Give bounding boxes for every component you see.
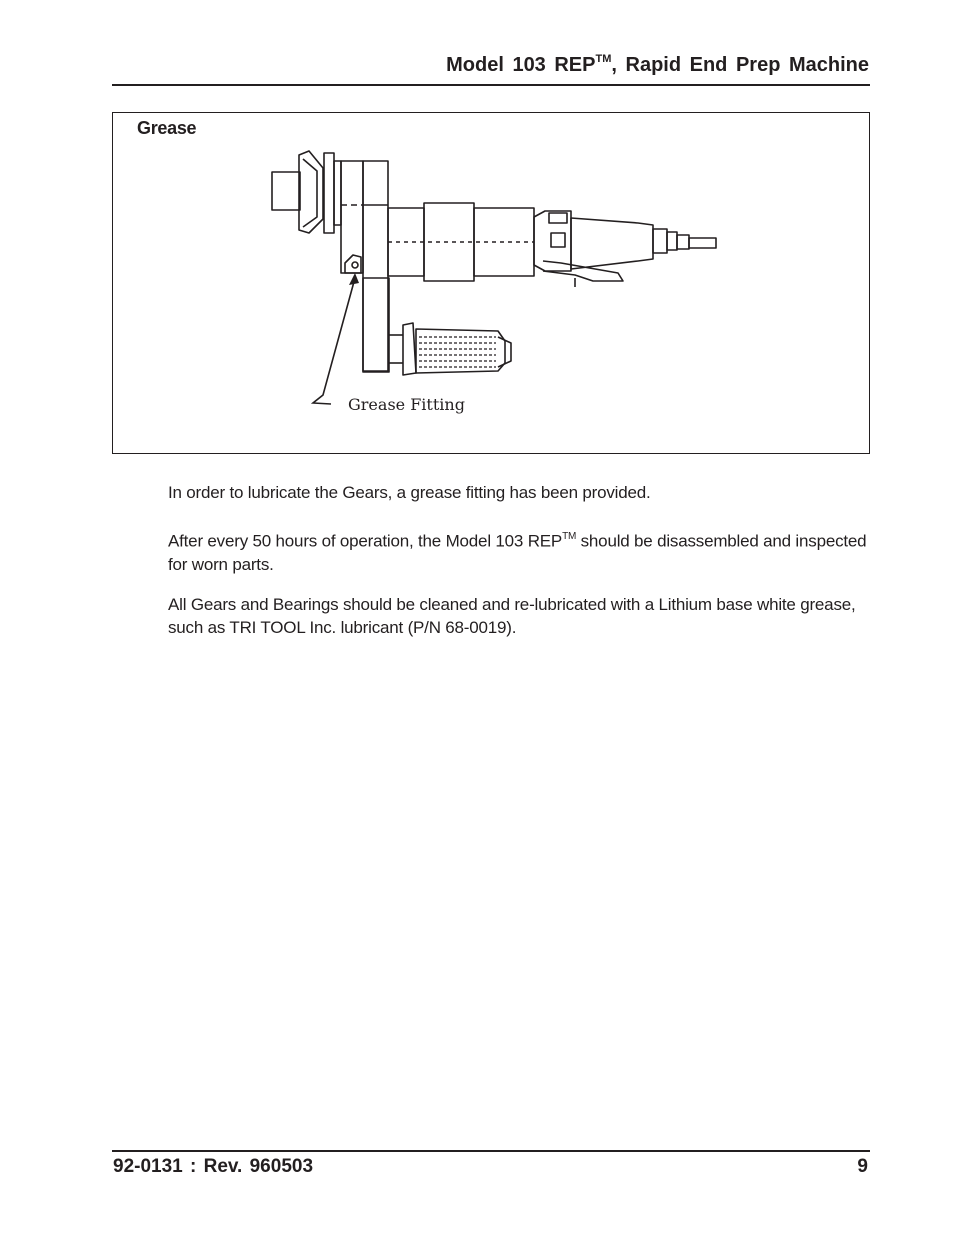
- paragraph-1: In order to lubricate the Gears, a grease fitting has been provided.: [168, 483, 651, 502]
- figure-caption: Grease: [137, 118, 197, 138]
- footer-rule: [112, 1150, 870, 1152]
- footer-document-number: 92-0131 : Rev. 960503: [113, 1156, 314, 1177]
- handle-grip: [571, 218, 653, 269]
- paragraph-2-prefix: After every 50 hours of operation, the Model 103 REP: [168, 531, 563, 551]
- header-trademark: TM: [595, 53, 612, 66]
- paragraph-2: [168, 526, 868, 576]
- machine-illustration: [113, 113, 869, 453]
- air-inlet-fitting: [653, 229, 667, 253]
- header-rule: [112, 84, 870, 86]
- housing-arm: [363, 161, 388, 371]
- paragraph-3: All Gears and Bearings should be cleaned and re-lubricated with a Lithium base white grease, such as TRI TOOL Inc. lubricant (P/N 68-0019).: [168, 595, 856, 637]
- figure-box: [112, 112, 870, 454]
- grip-texture: [419, 337, 496, 367]
- paragraph-2-suffix: should be disassembled and inspected for worn parts.: [168, 531, 867, 574]
- clamp-block: [272, 172, 300, 210]
- callout-leader-line: [313, 278, 355, 404]
- callout-label: Grease Fitting: [348, 395, 465, 414]
- side-handle-collar: [403, 323, 416, 375]
- header-title-prefix: Model 103 REP: [446, 54, 596, 76]
- paragraph-2-trademark: TM: [562, 531, 577, 542]
- footer-page-number: 9: [857, 1156, 868, 1177]
- page-header-title: [446, 54, 869, 77]
- callout-arrowhead: [349, 273, 359, 285]
- header-title-suffix: , Rapid End Prep Machine: [611, 54, 869, 76]
